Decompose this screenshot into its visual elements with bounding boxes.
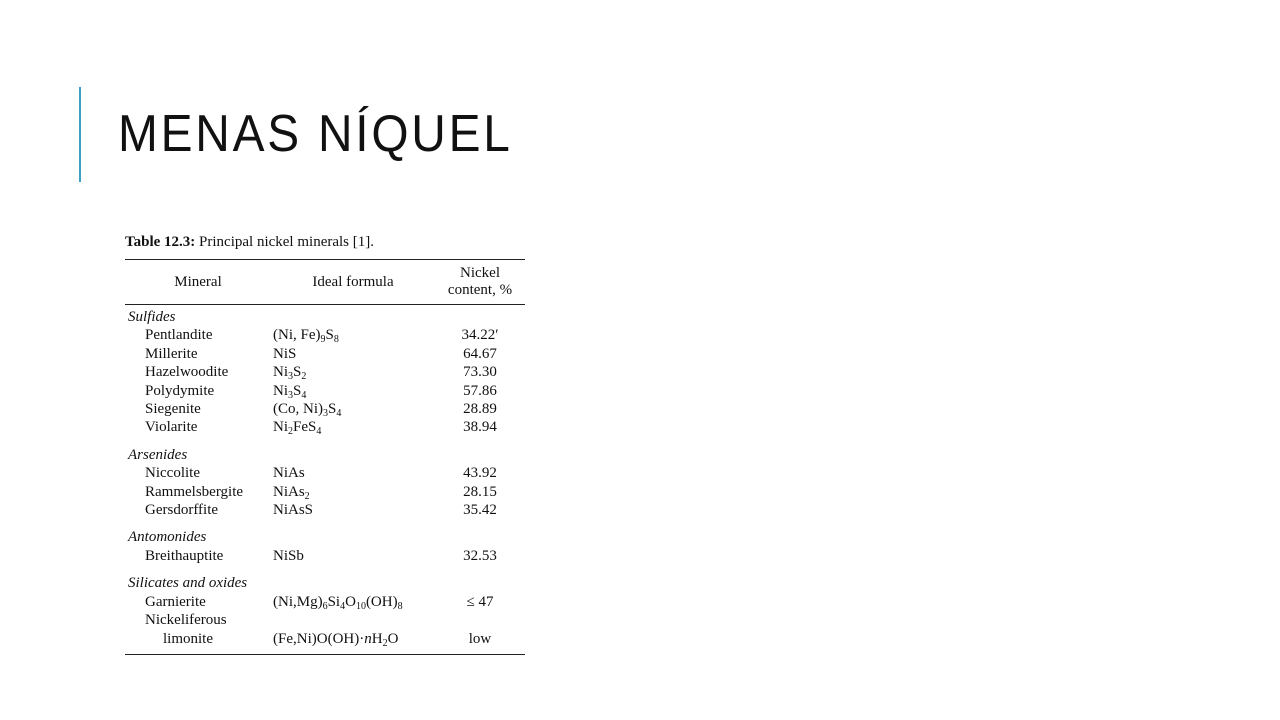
group-label-sulfides: Sulfides bbox=[128, 309, 176, 325]
nickel-content: 38.94 bbox=[463, 419, 497, 436]
nickel-minerals-table bbox=[125, 259, 525, 655]
mineral-name: Siegenite bbox=[145, 401, 201, 418]
nickel-content: 28.15 bbox=[463, 483, 497, 500]
nickel-content: 28.89 bbox=[463, 401, 497, 418]
table-body bbox=[125, 305, 525, 655]
nickel-content: 32.53 bbox=[463, 547, 497, 564]
mineral-name: Rammelsbergite bbox=[145, 483, 244, 500]
mineral-name: Niccolite bbox=[145, 465, 200, 482]
header-nickel-content bbox=[435, 260, 525, 305]
mineral-name: Violarite bbox=[145, 419, 198, 436]
nickel-content: ≤ 47 bbox=[466, 593, 494, 610]
table-row bbox=[125, 345, 525, 363]
group-row-antimonides bbox=[125, 519, 525, 546]
table-row bbox=[125, 400, 525, 418]
header-formula: Ideal formula bbox=[271, 260, 435, 305]
mineral-formula: $(Ni,Mg)_6Si_4O_{10}(OH)_8$ bbox=[273, 593, 403, 612]
mineral-name: Garnierite bbox=[145, 593, 206, 610]
nickel-content: 35.42 bbox=[463, 502, 497, 519]
nickel-minerals-table-figure bbox=[125, 233, 525, 655]
table-caption bbox=[125, 233, 525, 251]
group-label-antimonides: Antomonides bbox=[128, 529, 207, 546]
nickel-content: 43.92 bbox=[463, 465, 497, 482]
nickel-content: 73.30 bbox=[463, 364, 497, 381]
header-content-line2: content, % bbox=[447, 282, 513, 298]
mineral-name: Millerite bbox=[145, 345, 198, 362]
header-row bbox=[125, 260, 525, 305]
mineral-formula: (Co, $Ni)_3S_4$ bbox=[273, 401, 342, 420]
table-row bbox=[125, 611, 525, 629]
mineral-formula: NiAs$_2$ bbox=[273, 483, 310, 502]
mineral-formula: $(Fe,Ni)O(OH)\cdot nH_2O$ bbox=[271, 630, 435, 655]
mineral-formula: (Ni, $Fe)_9S_8$ bbox=[273, 327, 339, 346]
table-row bbox=[125, 501, 525, 519]
mineral-name: Pentlandite bbox=[145, 327, 213, 344]
mineral-name: Breithauptite bbox=[145, 547, 224, 564]
group-row-sulfides bbox=[125, 305, 525, 327]
group-label-silicates-oxides: Silicates and oxides bbox=[128, 575, 248, 592]
group-label-arsenides: Arsenides bbox=[128, 446, 188, 463]
group-row-silicates-oxides bbox=[125, 565, 525, 592]
mineral-formula: $Ni_3S_2$ bbox=[273, 364, 307, 383]
mineral-name: limonite bbox=[125, 630, 271, 655]
table-row bbox=[125, 418, 525, 436]
nickel-content: 64.67 bbox=[463, 345, 497, 362]
mineral-name: Polydymite bbox=[145, 382, 215, 399]
mineral-formula: NiAsS bbox=[273, 502, 314, 519]
table-row bbox=[125, 547, 525, 565]
table-caption-label: Table 12.3: bbox=[125, 234, 196, 250]
mineral-name: Gersdorffite bbox=[145, 502, 219, 519]
mineral-formula: NiS bbox=[273, 345, 297, 362]
slide-title: MENAS NÍQUEL bbox=[118, 105, 513, 163]
title-accent-bar bbox=[79, 87, 81, 182]
header-content-line1: Nickel bbox=[460, 265, 500, 281]
table-row bbox=[125, 464, 525, 482]
header-mineral: Mineral bbox=[125, 260, 271, 305]
nickel-content: 34.22ʹ bbox=[461, 327, 499, 344]
table-row bbox=[125, 382, 525, 400]
mineral-formula: $Ni_3S_4$ bbox=[273, 382, 307, 401]
table-caption-text: Principal nickel minerals [1]. bbox=[195, 234, 374, 250]
mineral-formula: $Ni_2FeS_4$ bbox=[273, 419, 322, 438]
group-row-arsenides bbox=[125, 437, 525, 464]
nickel-content: low bbox=[435, 630, 525, 655]
nickel-content: 57.86 bbox=[463, 382, 497, 399]
table-row bbox=[125, 326, 525, 344]
mineral-name: Nickeliferous bbox=[145, 612, 227, 629]
table-row bbox=[125, 630, 525, 655]
mineral-formula: NiAs bbox=[273, 465, 305, 482]
table-row bbox=[125, 483, 525, 501]
table-header bbox=[125, 260, 525, 305]
table-row bbox=[125, 593, 525, 611]
mineral-formula: NiSb bbox=[273, 547, 304, 564]
table-row bbox=[125, 363, 525, 381]
mineral-name: Hazelwoodite bbox=[145, 364, 229, 381]
